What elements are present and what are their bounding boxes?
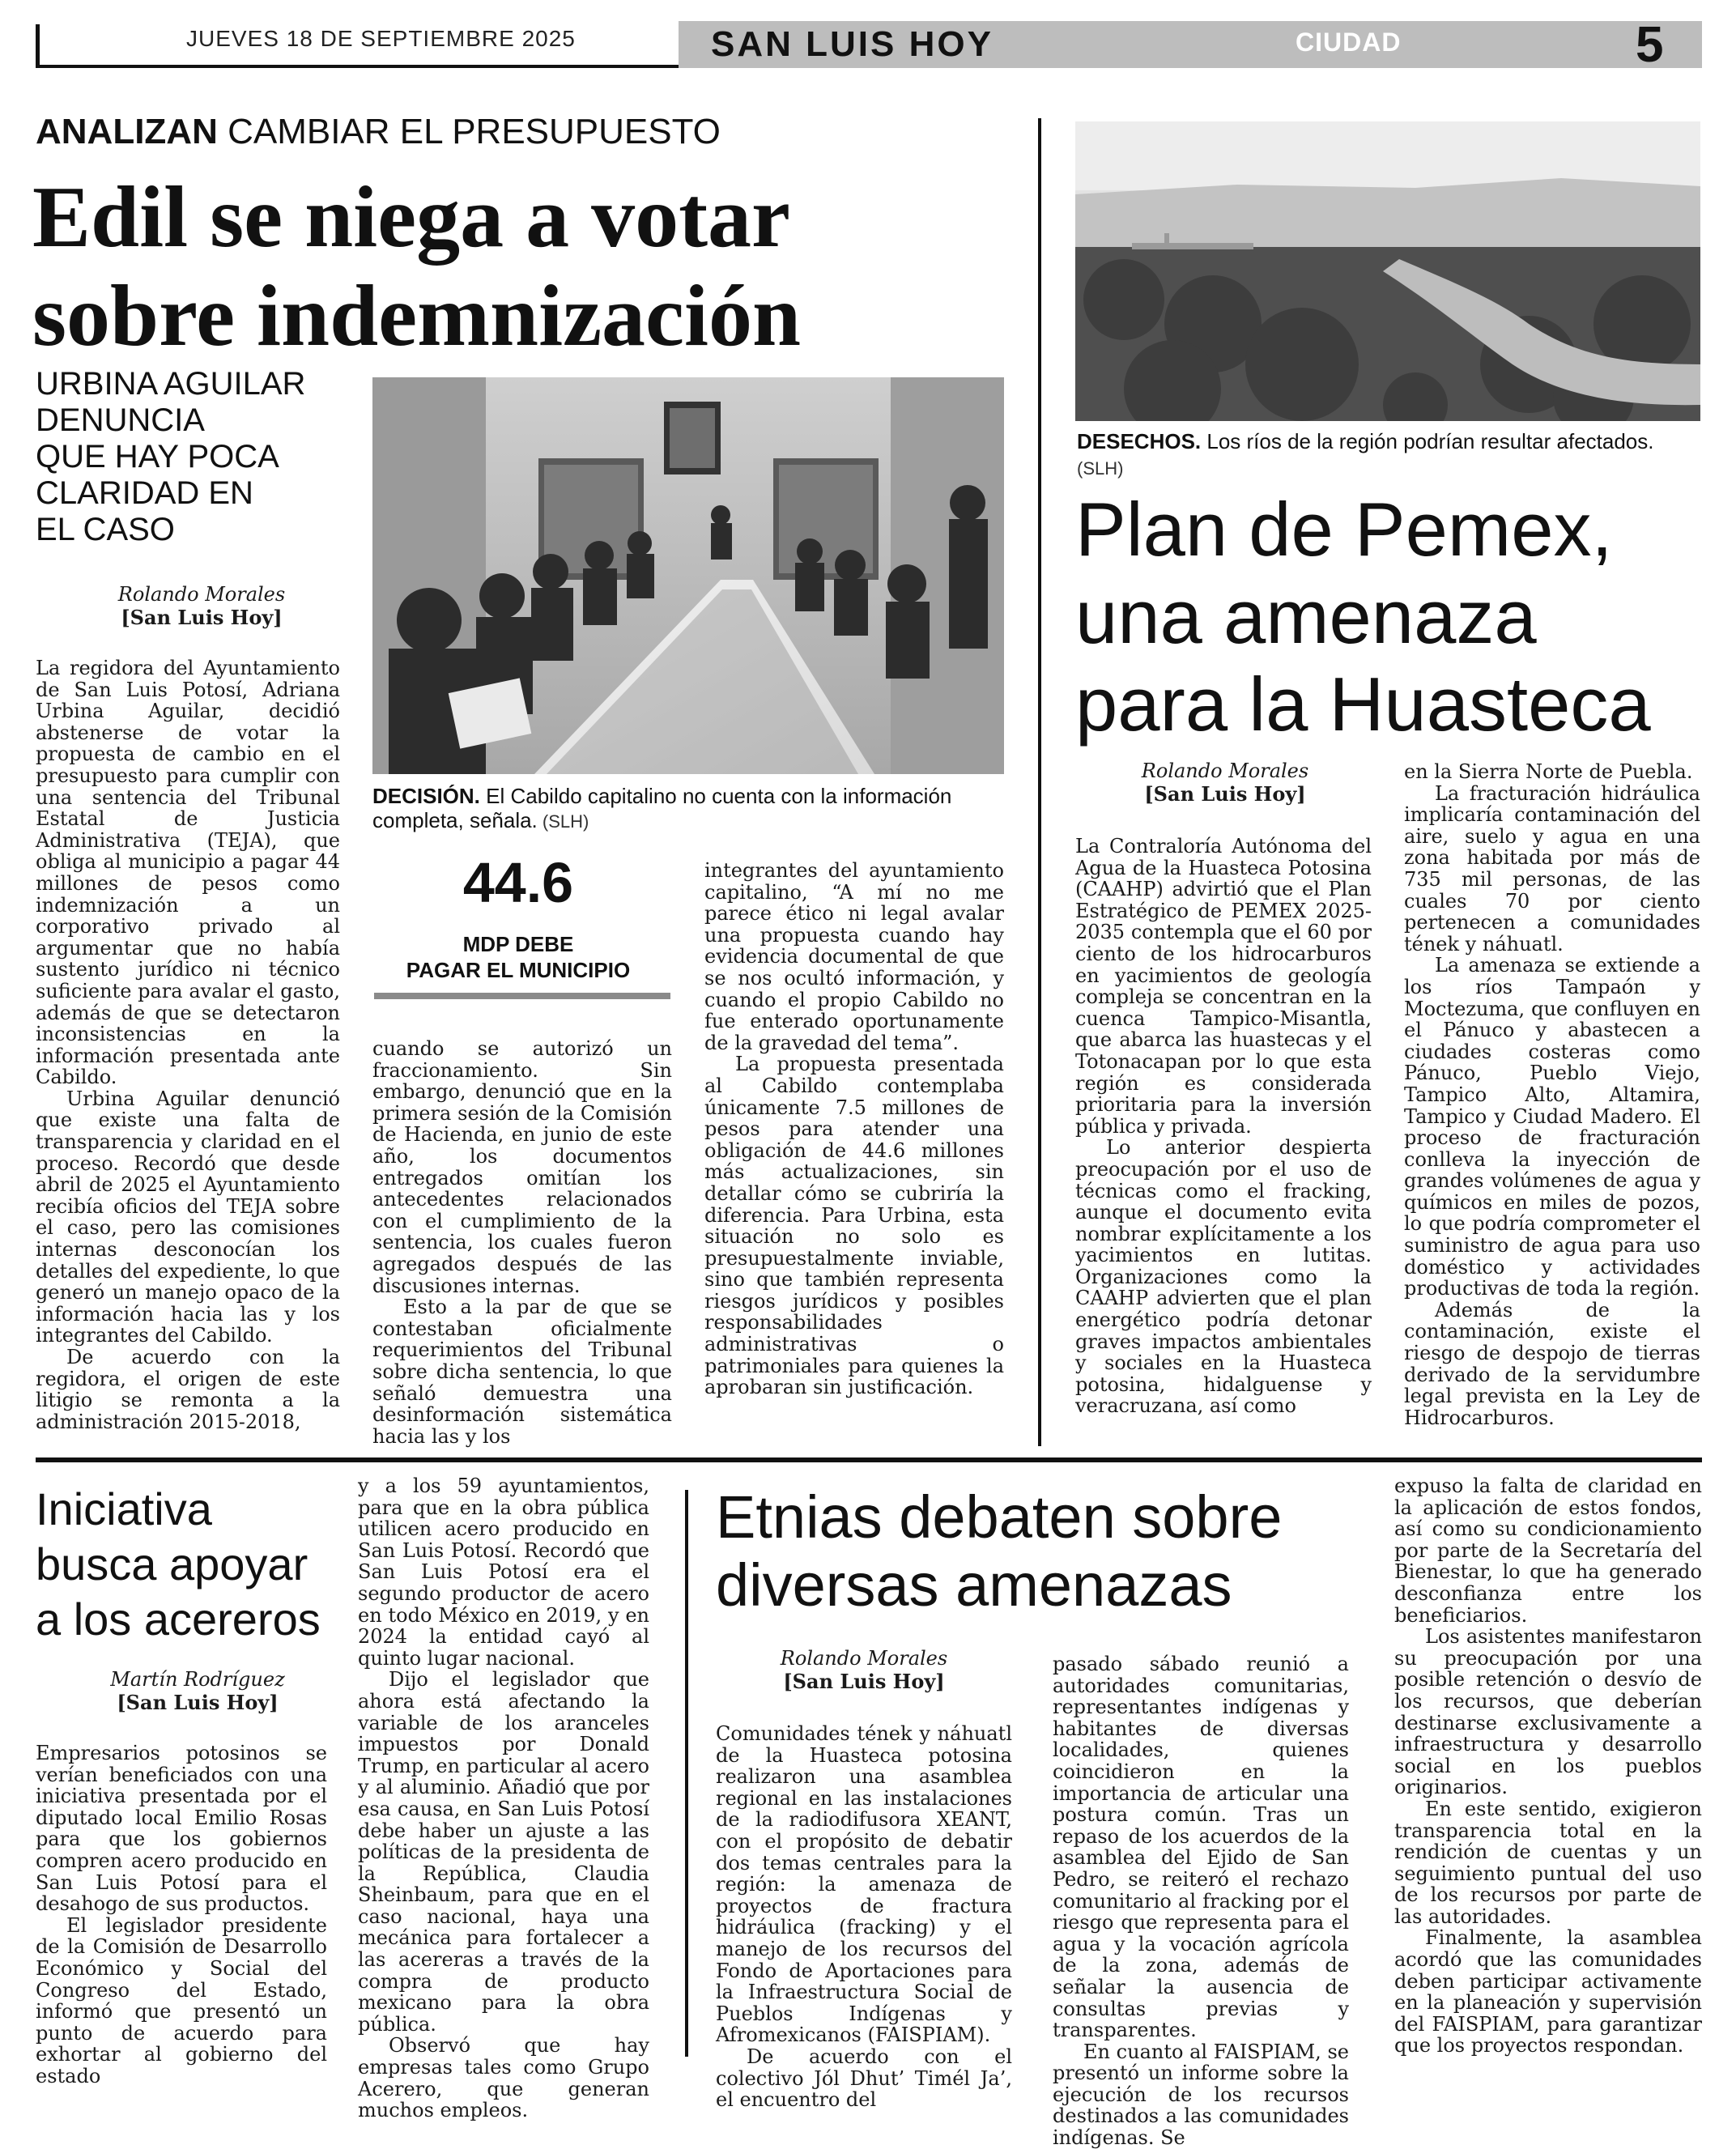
deck-line: DENUNCIA (36, 402, 205, 438)
newspaper-name: SAN LUIS HOY (711, 24, 994, 64)
headline-line: Etnias debaten sobre (716, 1483, 1283, 1551)
byline-name: Martín Rodríguez (110, 1668, 285, 1691)
headline-line: a los acereros (36, 1594, 321, 1645)
paragraph: Finalmente, la asamblea acordó que las comunidades deben participar activamente en la planeación y supervisión del FAISPIAM, para garantizar que los proyectos respondan. (1394, 1926, 1702, 2058)
paragraph: Esto a la par de que se contestaban oficialmente requerimientos del Tribunal sobre dicha sentencia, lo que señaló demuestra una desinformación sistemática hacia las y los (372, 1296, 672, 1448)
etnias-headline (716, 1483, 1380, 1619)
paragraph: Comunidades tének y náhuatl de la Huasteca potosina realizaron una asamblea regional en las instalaciones de la radiodifusora XEANT, con el propósito de debatir dos temas centrales para la región: la amenaza de proyectos de fractura hidráulica (fracking) y el manejo de los recursos del Fondo de Aportaciones para la Infraestructura Social de Pueblos Indígenas y Afromexicanos (FAISPIAM). (716, 1722, 1012, 2047)
headline-line: busca apoyar (36, 1538, 308, 1589)
byline-org: [San Luis Hoy] (1144, 782, 1306, 806)
lead-photo-council-meeting (372, 377, 1004, 774)
paragraph: En este sentido, exigieron transparencia total en la rendición de cuentas y un seguimiento puntual del uso de los recursos por parte de las autoridades. (1394, 1797, 1702, 1928)
issue-date: JUEVES 18 DE SEPTIEMBRE 2025 (186, 26, 576, 51)
paragraph: La regidora del Ayuntamiento de San Luis Potosí, Adriana Urbina Aguilar, decidió abstenerse de votar la propuesta de cambio en el presupuesto para cumplir con una sentencia del Tribunal Estatal de Justicia Administrativa (TEJA), que obliga al municipio a pagar 44 millones de pesos como indemnización a un corporativo privado al argumentar que no había sustento jurídico ni técnico suficiente para avalar el gasto, además de que se detectaron inconsistencias en la información presentada ante Cabildo. (36, 657, 340, 1089)
deck-line: EL CASO (36, 512, 175, 547)
pemex-headline (1075, 486, 1707, 748)
headline-line: para la Huasteca (1075, 662, 1651, 747)
paragraph: Además de la contaminación, existe el riesgo de despojo de tierras derivado de la servidumbre legal prevista en la Ley de Hidrocarburos. (1404, 1298, 1700, 1429)
caption-label: DESECHOS. (1077, 429, 1202, 453)
iniciativa-column-2 (358, 1475, 649, 2121)
etnias-column-1 (716, 1723, 1012, 2111)
river-landscape-image (1075, 121, 1700, 421)
pemex-column-1 (1075, 836, 1372, 1417)
lead-column-3 (704, 860, 1004, 1398)
paragraph: cuando se autorizó un fraccionamiento. Sin embargo, denunció que en la primera sesión de la Comisión de Hacienda, en junio de este año, los documentos entregados omitían los antecedentes relacionados con el cumplimiento de la sentencia, los cuales fueron agregados después de las discusiones internas. (372, 1037, 672, 1297)
lead-kicker (36, 112, 721, 152)
pullquote-bar (374, 993, 670, 999)
headline-line: diversas amenazas (716, 1551, 1232, 1619)
iniciativa-headline (36, 1482, 343, 1647)
column-divider (685, 1490, 688, 2057)
paragraph: De acuerdo con la regidora, el origen de este litigio se remonta a la administración 2015-2018, (36, 1346, 340, 1433)
etnias-byline (716, 1647, 1012, 1693)
paragraph: El legislador presidente de la Comisión de Desarrollo Económico y Social del Congreso del Estado, informó que presentó un punto de acuerdo para exhortar al gobierno del estado (36, 1913, 327, 2087)
lead-deck (36, 366, 368, 548)
lead-column-1 (36, 657, 340, 1432)
paragraph: Urbina Aguilar denunció que existe una falta de transparencia y claridad en el proceso. Recordó que desde abril de 2025 el Ayuntamiento recibía oficios del TEJA sobre el caso, pero las comisiones internas desconocían los detalles del expediente, lo que generó un manejo opaco de la información hacia las y los integrantes del Cabildo. (36, 1087, 340, 1347)
caption-text: Los ríos de la región podrían resultar afectados. (1201, 429, 1654, 453)
lead-column-2 (372, 1038, 672, 1447)
pemex-photo-river (1075, 121, 1700, 421)
section-name: CIUDAD (1296, 28, 1402, 57)
pullquote-text (372, 931, 664, 983)
byline-org: [San Luis Hoy] (121, 606, 283, 629)
headline-line-1: Edil se niega a votar (32, 169, 790, 266)
lead-headline (32, 168, 1045, 366)
headline-line-2: sobre indemnización (32, 268, 802, 364)
paragraph: expuso la falta de claridad en la aplicación de estos fondos, así como su condicionamiento por parte de la Secretaría del Bienestar, lo que ha generado desconfianza entre los beneficiarios. (1394, 1475, 1702, 1627)
headline-line: Iniciativa (36, 1483, 212, 1534)
byline-org: [San Luis Hoy] (117, 1691, 279, 1714)
paragraph: La fracturación hidráulica implicaría contaminación del aire, suelo y agua en una zona habitada por más de 735 mil personas, de las cuales 70 por ciento pertenecen a comunidades tének y náhuatl. (1404, 781, 1700, 955)
etnias-column-2 (1053, 1653, 1349, 2149)
section-divider (36, 1457, 1702, 1462)
headline-line: una amenaza (1075, 574, 1537, 659)
caption-source: (SLH) (1077, 458, 1124, 479)
council-meeting-image (372, 377, 1004, 774)
paragraph: La Contraloría Autónoma del Agua de la Huasteca Potosina (CAAHP) advirtió que el Plan Estratégico de PEMEX 2025-2035 contempla que el 60 por ciento de los hidrocarburos en yacimientos de geología compleja se concentran en la cuenca Tampico-Misantla, que abarca las huastecas y el Totonacapan por lo que esta región es considerada prioritaria para la inversión pública y privada. (1075, 835, 1372, 1138)
column-divider (1038, 118, 1041, 1446)
pullquote-line: PAGAR EL MUNICIPIO (406, 958, 631, 982)
pemex-column-2 (1404, 761, 1700, 1428)
caption-source: (SLH) (537, 811, 589, 832)
byline-name: Rolando Morales (1141, 760, 1309, 782)
headline-line: Plan de Pemex, (1075, 487, 1613, 572)
byline-org: [San Luis Hoy] (783, 1670, 945, 1693)
lead-photo-caption (372, 784, 1004, 834)
paragraph: Los asistentes manifestaron su preocupación por una posible retención o desvío de los recursos, que deberían destinarse exclusivamente a infraestructura y desarrollo social en los pueblos originarios. (1394, 1625, 1702, 1799)
pemex-byline (1075, 760, 1375, 806)
paragraph: integrantes del ayuntamiento capitalino, “A mí no me parece ético ni legal avalar una propuesta cuando hay evidencia documental de que se nos ocultó información, y cuando el propio Cabildo no fue enterado oportunamente de la gravedad del tema”. (704, 859, 1004, 1054)
kicker-rest: CAMBIAR EL PRESUPUESTO (217, 112, 721, 151)
paragraph: y a los 59 ayuntamientos, para que en la obra pública utilicen acero producido en San Luis Potosí. Recordó que San Luis Potosí era el segundo productor de acero en todo México en 2019, y en 2024 la entidad cayó al quinto lugar nacional. (358, 1475, 649, 1670)
kicker-bold: ANALIZAN (36, 112, 218, 151)
byline-name: Rolando Morales (117, 583, 286, 606)
paragraph: La propuesta presentada al Cabildo contemplaba únicamente 7.5 millones de pesos para atender una obligación de 44.6 millones más actualizaciones, sin detallar cómo se cubriría la diferencia. Para Urbina, esta situación no solo es presupuestalmente inviable, sino que también representa riesgos jurídicos y posibles responsabilidades administrativas o patrimoniales para quienes la aprobaran sin justificación. (704, 1053, 1004, 1399)
caption-text: El Cabildo capitalino no cuenta con la información completa, señala. (372, 784, 952, 832)
paragraph: en la Sierra Norte de Puebla. (1404, 760, 1693, 783)
paragraph: Observó que hay empresas tales como Grupo Acerero, que generan muchos empleos. (358, 2034, 649, 2122)
lead-byline (36, 583, 368, 629)
iniciativa-byline (36, 1668, 360, 1714)
paragraph: En cuanto al FAISPIAM, se presentó un informe sobre la ejecución de los recursos destinados a las comunidades indígenas. Se (1053, 2040, 1349, 2149)
pemex-photo-caption (1077, 429, 1702, 481)
pullquote-line: MDP DEBE (462, 932, 574, 956)
paragraph: Empresarios potosinos se verían beneficiados con una iniciativa presentada por el diputado local Emilio Rosas para que los gobiernos compren acero producido en San Luis Potosí para el desahogo de sus productos. (36, 1742, 327, 1916)
paragraph: Dijo el legislador que ahora está afectando la variable de los aranceles impuestos por Donald Trump, en particular al acero y al aluminio. Añadió que por esa causa, en San Luis Potosí debe haber un ajuste a las políticas de la presidenta de la República, Claudia Sheinbaum, para que en el caso nacional, haya una mecánica para fortalecer a las acereras a través de la compra de producto mexicano para la obra pública. (358, 1668, 649, 2036)
paragraph: Lo anterior despierta preocupación por el uso de técnicas como el fracking, aunque el documento evita nombrar explícitamente a los yacimientos en lutitas. Organizaciones como la CAAHP advierten que el plan energético podría detonar graves impactos ambientales y sociales en la Huasteca potosina, hidalguense y veracruzana, así como (1075, 1136, 1372, 1418)
paragraph: De acuerdo con el colectivo Jól Dhut’ Timél Ja’, el encuentro del (716, 2045, 1012, 2112)
deck-line: CLARIDAD EN (36, 475, 253, 511)
pullquote-number: 44.6 (462, 851, 574, 914)
etnias-column-3 (1394, 1475, 1702, 2057)
iniciativa-column-1 (36, 1743, 327, 2087)
deck-line: URBINA AGUILAR (36, 366, 306, 402)
caption-label: DECISIÓN. (372, 784, 480, 808)
deck-line: QUE HAY POCA (36, 439, 279, 474)
paragraph: pasado sábado reunió a autoridades comunitarias, representantes indígenas y habitantes de diversas localidades, quienes coincidieron en la importancia de articular una postura común. Tras un repaso de los acuerdos de la asamblea del Ejido de San Pedro, se reiteró el rechazo comunitario al fracking por el riesgo que representa para el agua y la vocación agrícola de la zona, además de señalar la ausencia de consultas previas y transparentes. (1053, 1653, 1349, 2042)
byline-name: Rolando Morales (780, 1647, 948, 1670)
page-number: 5 (1636, 17, 1664, 73)
paragraph: La amenaza se extiende a los ríos Tampaón y Moctezuma, que confluyen en el Pánuco y abastecen a ciudades costeras como Pánuco, Pueblo Viejo, Tampico Alto, Altamira, Tampico y Ciudad Madero. El proceso de fracturación conlleva la inyección de grandes volúmenes de agua y químicos en miles de pozos, lo que podría comprometer el suministro de agua para uso doméstico y actividades productivas de toda la región. (1404, 954, 1700, 1300)
